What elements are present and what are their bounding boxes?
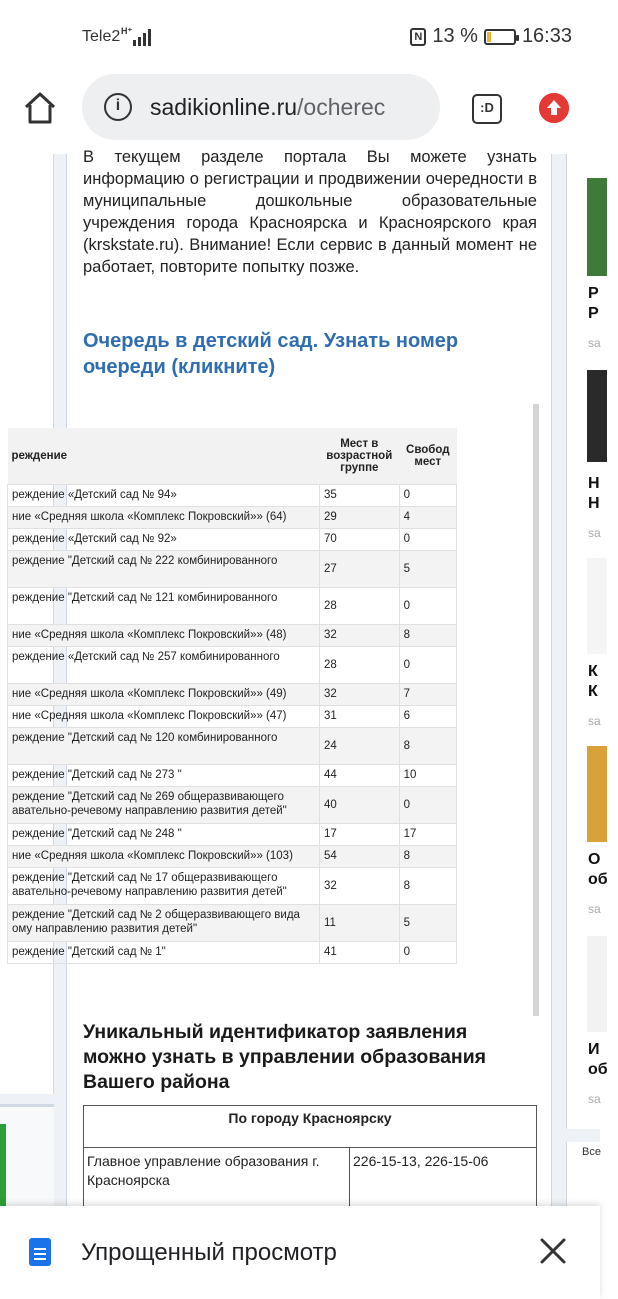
table-row [8,646,457,683]
news-title[interactable]: И об [588,1041,608,1078]
news-source: sa [588,1092,601,1106]
clock: 16:33 [521,25,572,47]
free-places-cell: 8 [399,727,456,764]
free-places-cell: 0 [399,484,456,506]
places-cell: 32 [320,683,400,705]
simplified-view-label[interactable]: Упрощенный просмотр [81,1239,337,1266]
news-source: sa [588,902,601,916]
table-row [8,624,457,646]
news-title[interactable]: Р Р [588,285,599,322]
places-cell: 44 [320,764,400,786]
news-source: sa [588,714,601,728]
simplified-view-bar[interactable] [0,1206,600,1299]
nfc-icon: N [410,28,426,46]
carrier-name: Tele2 [82,28,121,45]
news-title[interactable]: О об [588,851,608,888]
battery-icon [484,29,516,45]
institution-cell: ние «Средняя школа «Комплекс Покровский»» (103) [8,845,320,867]
right-sidebar [566,154,606,1129]
free-places-cell: 0 [399,786,456,823]
left-banner-strip[interactable] [0,1124,6,1209]
free-places-cell: 7 [399,683,456,705]
news-thumbnail[interactable] [587,178,607,276]
institution-cell: реждение "Детский сад № 17 общеразвивающего авательно-речевому направлению развития детей" [8,867,320,904]
institution-cell: ние «Средняя школа «Комплекс Покровский»» (47) [8,705,320,727]
places-cell: 11 [320,904,400,941]
free-places-cell: 8 [399,845,456,867]
table-row [8,484,457,506]
institution-cell: ние «Средняя школа «Комплекс Покровский»» (64) [8,506,320,528]
news-thumbnail[interactable] [587,370,607,462]
signal-icon [132,28,154,46]
places-cell: 24 [320,727,400,764]
institution-cell: реждение "Детский сад № 1" [8,941,320,963]
institution-cell: реждение «Детский сад № 94» [8,484,320,506]
department-phone: 226-15-13, 226-15-06 [350,1148,537,1208]
tab-switcher-button[interactable]: :D [472,94,502,124]
places-cell: 27 [320,550,400,587]
table-row [8,786,457,823]
free-places-cell: 0 [399,941,456,963]
table-row [8,550,457,587]
queue-link[interactable]: Очередь в детский сад. Узнать номер очереди (кликните) [83,330,459,378]
queue-table-scroll[interactable] [11,404,539,1016]
web-page [0,148,608,1206]
all-link[interactable]: Все [582,1146,601,1158]
queue-table [7,428,457,964]
column-header-free: Свобод мест [399,428,456,484]
free-places-cell: 5 [399,550,456,587]
table-row [8,845,457,867]
institution-cell: реждение «Детский сад № 257 комбинированного [8,646,320,683]
institution-cell: реждение "Детский сад № 121 комбинированного [8,587,320,624]
institution-cell: реждение "Детский сад № 222 комбинированного [8,550,320,587]
department-name: Главное управление образования г. Красноярска [84,1148,350,1208]
table-row [8,904,457,941]
city-table-header: По городу Красноярску [84,1106,537,1148]
institution-cell: реждение "Детский сад № 2 общеразвивающего вида ому направлению развития детей" [8,904,320,941]
column-header-institution: реждение [8,428,320,484]
news-thumbnail[interactable] [587,936,607,1032]
document-icon [29,1238,51,1266]
free-places-cell: 4 [399,506,456,528]
table-row [8,506,457,528]
news-thumbnail[interactable] [587,558,607,654]
uid-heading: Уникальный идентификатор заявления можно узнать в управлении образования Вашего района [83,1021,487,1093]
news-thumbnail[interactable] [587,746,607,842]
places-cell: 32 [320,867,400,904]
places-cell: 40 [320,786,400,823]
update-icon[interactable] [539,93,569,123]
table-row [8,528,457,550]
city-contacts-table [83,1105,537,1208]
places-cell: 70 [320,528,400,550]
column-header-places: Мест в возрастной группе [320,428,400,484]
places-cell: 28 [320,646,400,683]
institution-cell: ние «Средняя школа «Комплекс Покровский»» (48) [8,624,320,646]
close-icon[interactable] [538,1236,568,1266]
free-places-cell: 8 [399,624,456,646]
intro-text: В текущем разделе портала Вы можете узнать информацию о регистрации и продвижении очередности в муниципальные дошкольные образовательные учреждения города Красноярска и Красноярского края (krskstate.ru). Внимание! Если сервис в данный момент не работает, повторите попытку позже. [83,148,537,276]
places-cell: 41 [320,941,400,963]
table-row [8,867,457,904]
table-row [8,764,457,786]
table-row [8,705,457,727]
news-title[interactable]: Н Н [588,475,600,512]
institution-cell: реждение "Детский сад № 269 общеразвивающего авательно-речевому направлению развития детей" [8,786,320,823]
free-places-cell: 0 [399,646,456,683]
news-source: sa [588,526,601,540]
address-bar[interactable] [82,74,440,140]
table-row [8,587,457,624]
battery-level [487,32,491,42]
places-cell: 54 [320,845,400,867]
free-places-cell: 10 [399,764,456,786]
free-places-cell: 5 [399,904,456,941]
places-cell: 17 [320,823,400,845]
free-places-cell: 8 [399,867,456,904]
free-places-cell: 6 [399,705,456,727]
url-text[interactable]: sadikionline.ru/ocherec [150,94,386,120]
site-info-icon[interactable]: i [104,93,132,121]
institution-cell: реждение «Детский сад № 92» [8,528,320,550]
status-bar [0,0,600,72]
institution-cell: реждение "Детский сад № 248 " [8,823,320,845]
table-row [8,941,457,963]
news-title[interactable]: К К [588,663,598,700]
table-row [8,727,457,764]
institution-cell: реждение "Детский сад № 273 " [8,764,320,786]
browser-toolbar [0,72,600,154]
institution-cell: реждение "Детский сад № 120 комбинированного [8,727,320,764]
places-cell: 32 [320,624,400,646]
places-cell: 31 [320,705,400,727]
network-type: H⁺ [121,26,133,36]
places-cell: 35 [320,484,400,506]
table-row [8,683,457,705]
places-cell: 29 [320,506,400,528]
free-places-cell: 0 [399,587,456,624]
battery-percent: 13 % [432,25,478,47]
right-sidebar-widget [566,1142,606,1212]
home-icon[interactable] [22,90,58,126]
main-content [11,148,552,1214]
news-source: sa [588,336,601,350]
free-places-cell: 17 [399,823,456,845]
places-cell: 28 [320,587,400,624]
free-places-cell: 0 [399,528,456,550]
table-row [8,823,457,845]
institution-cell: ние «Средняя школа «Комплекс Покровский»» (49) [8,683,320,705]
